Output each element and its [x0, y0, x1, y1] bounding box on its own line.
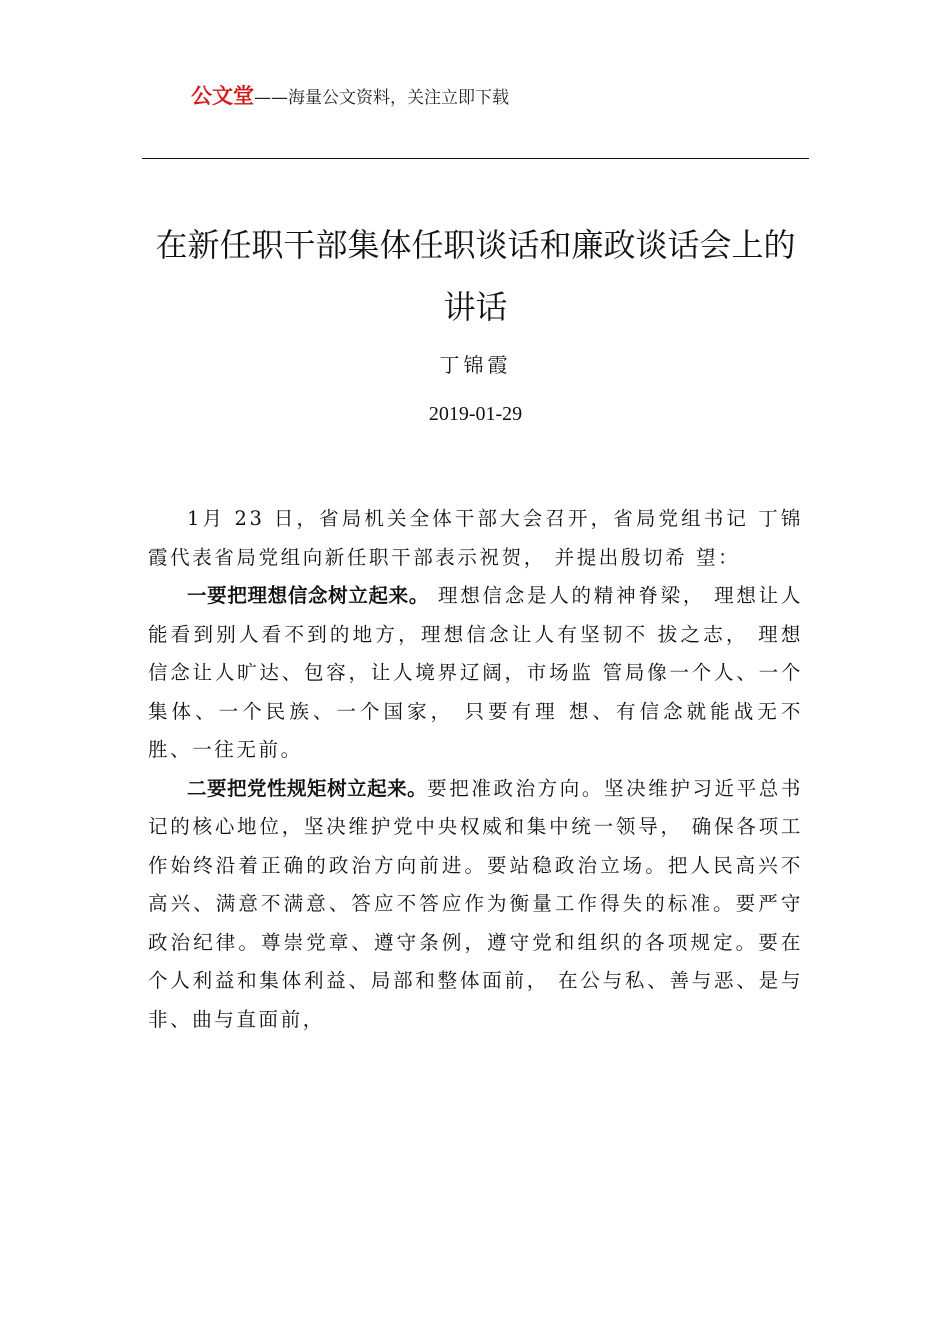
paragraph-lead: 一要把理想信念树立起来。: [187, 584, 429, 607]
site-header: [191, 82, 509, 112]
paragraph-intro: [148, 500, 803, 577]
document-body: [148, 500, 803, 1039]
header-divider: [142, 158, 809, 159]
paragraph-point-two: [148, 770, 803, 1040]
paragraph-text: 要把准政治方向。坚决维护习近平总书记的核心地位，坚决维护党中央权威和集中统一领导， 确保各项工作始终沿着正确的政治方向前进。要站稳政治立场。把人民高兴不高兴、满意不满意、答应不答应作为衡量工作得失的标准。要严守政治纪律。尊崇党章、遵守条例，遵守党和组织的各项规定。要在个人利益和集体利益、局部和整体面前， 在公与私、善与恶、是与非、曲与直面前，: [148, 776, 803, 1031]
document-title: 在新任职干部集体任职谈话和廉政谈话会上的讲话: [155, 226, 796, 326]
paragraph-text: 理想信念是人的精神脊梁， 理想让人能看到别人看不到的地方，理想信念让人有坚韧不 拔之志， 理想信念让人旷达、包容，让人境界辽阔，市场监 管局像一个人、一个集体、一个民族、一个国家， 只要有理 想、有信念就能战无不胜、一往无前。: [148, 584, 803, 761]
paragraph-lead: 二要把党性规矩树立起来。: [187, 776, 428, 800]
header-tagline: ——海量公文资料，关注立即下载: [254, 88, 509, 108]
document-date: 2019-01-29: [428, 403, 523, 425]
paragraph-point-one: [148, 577, 803, 770]
document-author: 丁锦霞: [439, 353, 512, 377]
brand-name: 公文堂: [191, 84, 254, 108]
paragraph-text: 1月 23 日，省局机关全体干部大会召开，省局党组书记 丁锦霞代表省局党组向新任职干部表示祝贺， 并提出殷切希 望：: [148, 507, 803, 569]
